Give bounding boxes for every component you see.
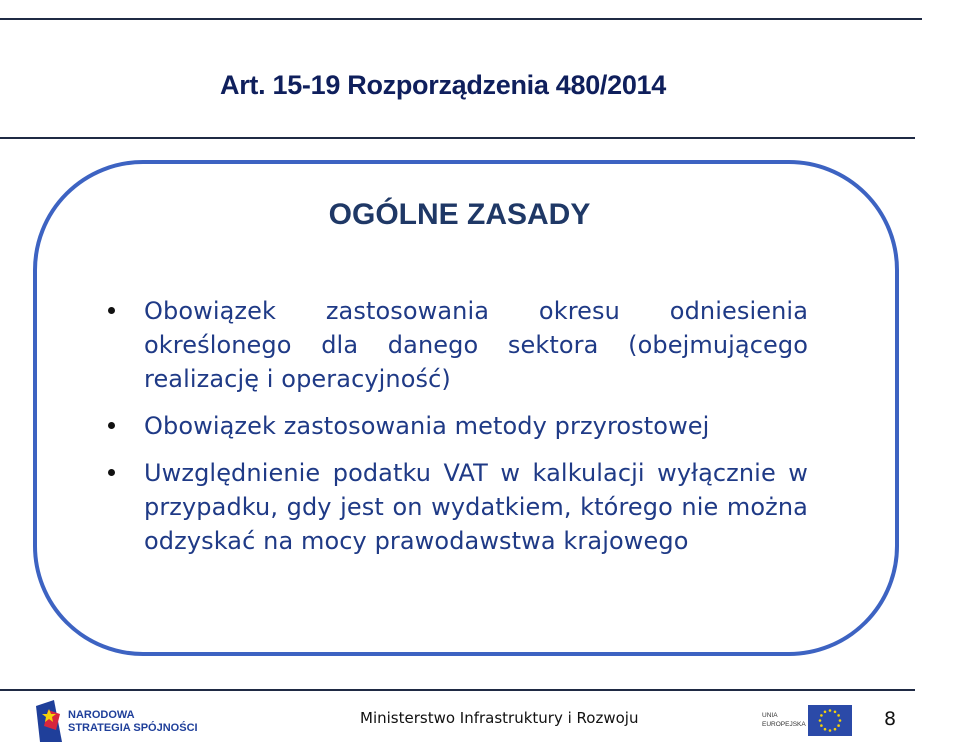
bullet-text: Obowiązek zastosowania okresu odniesienia określonego dla danego sektora (obejmującego realizację i operacyjność) [144, 297, 808, 393]
footer-rule [0, 689, 915, 691]
ministry-name: Ministerstwo Infrastruktury i Rozwoju [360, 709, 639, 727]
bullet-text: Uwzględnienie podatku VAT w kalkulacji wyłącznie w przypadku, gdy jest on wydatkiem, którego nie można odzyskać na mocy prawodawstwa krajowego [144, 459, 808, 555]
slide-title: Art. 15-19 Rozporządzenia 480/2014 [220, 70, 666, 100]
eu-label-line2: EUROPEJSKA [762, 721, 806, 728]
eu-label-line1: UNIA [762, 712, 778, 719]
bullet-item [106, 294, 808, 396]
panel-heading-text: OGÓLNE ZASADY [328, 198, 591, 231]
title-rule [0, 137, 915, 139]
bullet-item [106, 456, 808, 558]
bullet-dot-icon [108, 422, 115, 429]
narodowa-strategia-spojnosci-logo [34, 700, 204, 742]
bullet-dot-icon [108, 307, 115, 314]
bullet-text: Obowiązek zastosowania metody przyrostowej [144, 412, 710, 440]
eu-flag-icon [762, 703, 854, 739]
bullet-dot-icon [108, 469, 115, 476]
top-rule [0, 18, 922, 20]
logo-text-line1: NARODOWA [68, 709, 135, 721]
bullet-item [106, 409, 808, 443]
bullet-list [106, 294, 808, 571]
logo-text-line2: STRATEGIA SPÓJNOŚCI [68, 722, 198, 734]
page-number: 8 [884, 708, 897, 730]
panel-heading [0, 198, 959, 232]
